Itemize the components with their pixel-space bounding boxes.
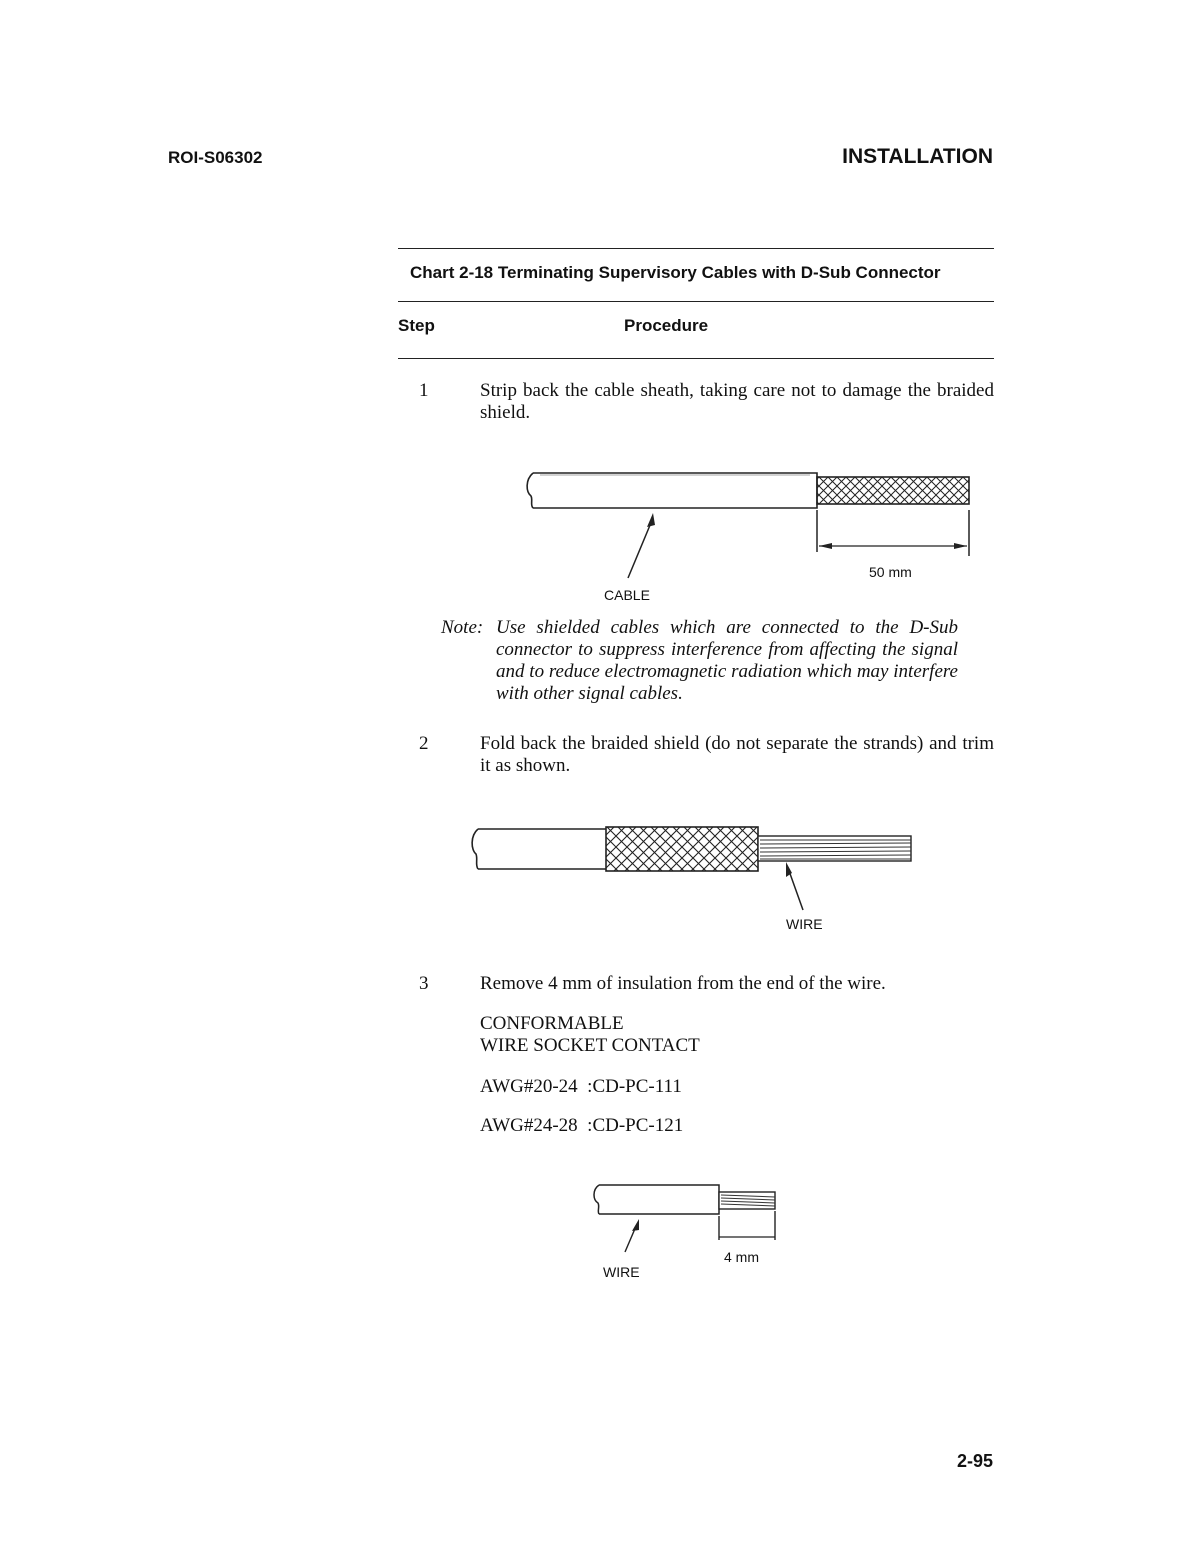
wire-body	[594, 1185, 719, 1214]
wire-label: WIRE	[603, 1264, 640, 1280]
column-header-step: Step	[398, 316, 435, 335]
wire-pointer-arrow-small	[625, 1219, 639, 1252]
step-text: Fold back the braided shield (do not separate the strands) and trim it as shown.	[480, 733, 994, 776]
column-header-procedure: Procedure	[624, 316, 709, 335]
cable-pointer-arrow	[628, 513, 655, 578]
cable-body	[527, 473, 817, 508]
folded-braid	[606, 827, 758, 871]
step-text: Strip back the cable sheath, taking care not to damage the braided shield.	[480, 380, 994, 423]
wire-strands	[758, 836, 911, 861]
page-number: 2-95	[956, 1451, 993, 1471]
bare-conductor	[719, 1192, 775, 1209]
document-id: ROI-S06302	[168, 148, 263, 167]
step-number: 1	[419, 380, 429, 401]
contact-spec: AWG#20-24 :CD-PC-111	[480, 1076, 682, 1097]
note-label: Note:	[441, 617, 484, 638]
wire-pointer-arrow	[786, 862, 803, 910]
cable-label: CABLE	[604, 587, 650, 603]
note-text: Use shielded cables which are connected to the D-Sub connector to suppress interference from affecting the signal and to reduce electromagnetic radiation which may interfere with other signal cables.	[496, 617, 958, 704]
contact-heading-line2: WIRE SOCKET CONTACT	[480, 1035, 700, 1056]
chart-title: Chart 2-18 Terminating Supervisory Cables with D-Sub Connector	[410, 263, 941, 282]
step-text: Remove 4 mm of insulation from the end of the wire.	[480, 973, 886, 994]
section-title: INSTALLATION	[842, 145, 993, 168]
dimension-label: 4 mm	[724, 1249, 759, 1265]
contact-heading-line1: CONFORMABLE	[480, 1013, 624, 1034]
cable-body-folded	[472, 829, 606, 869]
dimension-4mm	[719, 1211, 775, 1240]
contact-spec: AWG#24-28 :CD-PC-121	[480, 1115, 684, 1136]
step-number: 2	[419, 733, 429, 754]
wire-label: WIRE	[786, 916, 823, 932]
braided-shield	[817, 477, 969, 504]
step-number: 3	[419, 973, 429, 994]
dimension-50mm	[817, 510, 969, 556]
dimension-label: 50 mm	[869, 564, 912, 580]
